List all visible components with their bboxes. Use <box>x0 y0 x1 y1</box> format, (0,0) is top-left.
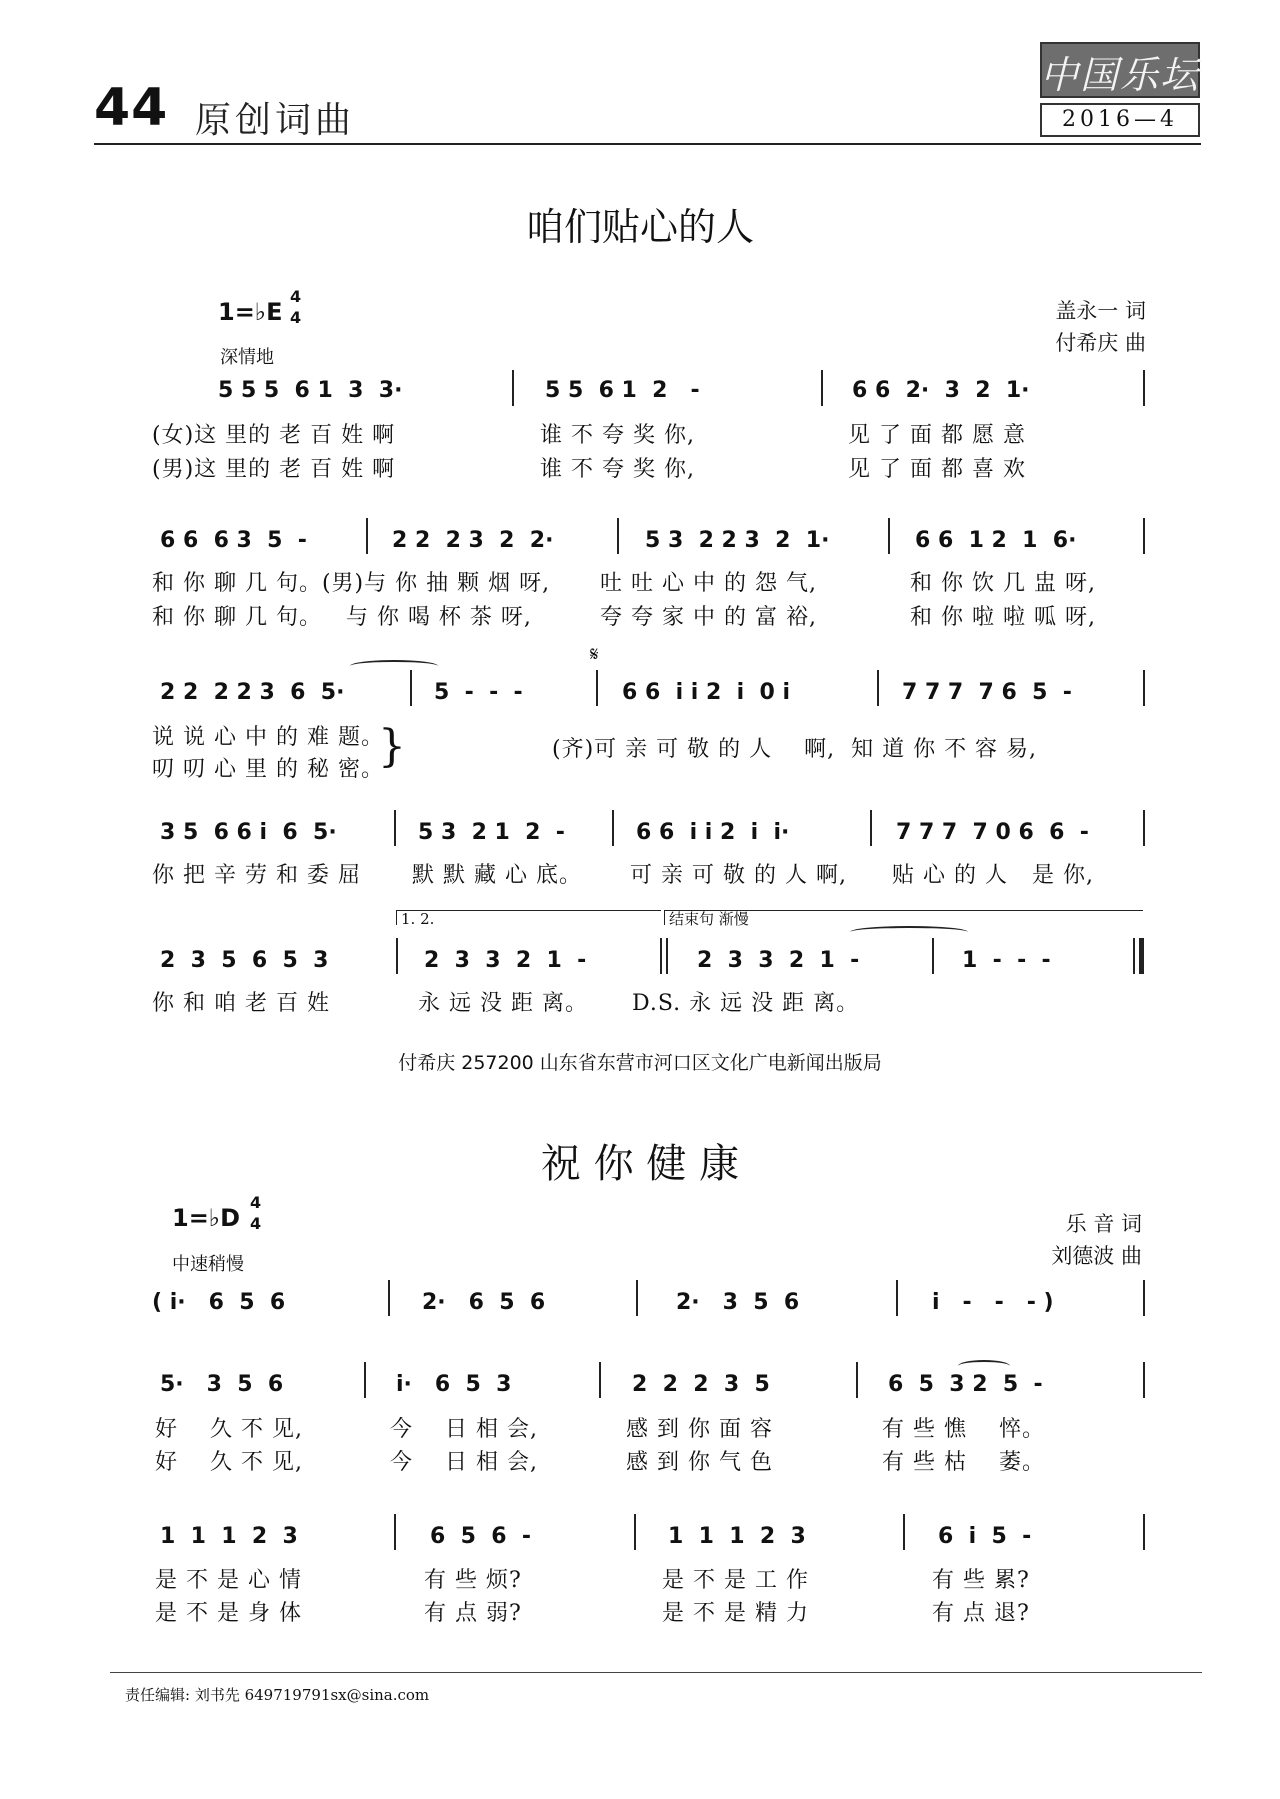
lyric-verse2: 和 你 啦 啦 呱 呀, <box>910 605 1096 630</box>
barline <box>896 1280 898 1316</box>
notation-measure: 6 i 5 - <box>938 1524 1032 1549</box>
lyric-verse2: 有 点 退? <box>932 1601 1030 1626</box>
notation-measure: 6 6 1 2 1 6· <box>915 528 1077 553</box>
notation-measure: 6 6 i i 2 i i· <box>636 820 790 845</box>
lyric-verse1: 吐 吐 心 中 的 怨 气, <box>600 571 817 596</box>
lyric: 默 默 藏 心 底。 <box>412 863 582 888</box>
notation-measure: 6 5 3 2 5 - <box>888 1372 1043 1397</box>
song1-lyricist: 盖永一 词 <box>1055 299 1146 323</box>
lyric-verse1: 有 些 烦? <box>424 1568 522 1593</box>
barline <box>634 1514 636 1550</box>
section-title: 原创词曲 <box>195 100 356 141</box>
barline <box>1143 370 1145 406</box>
notation-measure: 6 6 i i 2 i 0 i <box>622 680 790 705</box>
lyric-verse1: 有 些 累? <box>932 1568 1030 1593</box>
song1-key: 1=♭E <box>218 298 283 326</box>
notation-measure: 2· 6 5 6 <box>422 1290 546 1315</box>
song1-title: 咱们贴心的人 <box>525 205 754 249</box>
barline <box>1143 1514 1145 1550</box>
notation-measure: ( i· 6 5 6 <box>152 1290 286 1315</box>
song1-composer: 付希庆 曲 <box>1055 331 1146 355</box>
notation-measure: 1 1 1 2 3 <box>668 1524 806 1549</box>
lyric-verse1: 感 到 你 面 容 <box>626 1417 773 1442</box>
barline <box>1143 1280 1145 1316</box>
song2-lyricist: 乐 音 词 <box>1065 1212 1142 1236</box>
notation-measure: 5 3 2 2 3 2 1· <box>645 528 830 553</box>
barline <box>856 1362 858 1398</box>
author-address: 付希庆 257200 山东省东营市河口区文化广电新闻出版局 <box>398 1052 882 1074</box>
barline <box>388 1280 390 1316</box>
notation-measure: 5· 3 5 6 <box>160 1372 284 1397</box>
lyric-verse2: 今 日 相 会, <box>390 1450 538 1475</box>
barline <box>1143 670 1145 706</box>
barline <box>366 518 368 554</box>
footer-rule <box>110 1672 1202 1673</box>
notation-measure: 2 2 2 2 3 6 5· <box>160 680 345 705</box>
lyric-verse2: 和 你 聊 几 句。 与 你 喝 杯 茶 呀, <box>152 605 532 630</box>
notation-measure: 6 6 6 3 5 - <box>160 528 307 553</box>
song2-composer: 刘德波 曲 <box>1051 1244 1142 1268</box>
lyric-verse2: 夸 夸 家 中 的 富 裕, <box>600 605 817 630</box>
barline <box>1143 1362 1145 1398</box>
lyric-verse1: 今 日 相 会, <box>390 1417 538 1442</box>
tie-slur <box>958 1360 1010 1372</box>
tie-slur <box>850 926 968 938</box>
notation-measure: 2 2 2 3 5 <box>632 1372 770 1397</box>
song2-time-bottom: 4 <box>250 1214 262 1233</box>
song1-tempo: 深情地 <box>220 347 274 368</box>
barline <box>599 1362 601 1398</box>
lyric-verse1: 和 你 饮 几 盅 呀, <box>910 571 1096 596</box>
final-barline <box>1139 938 1144 974</box>
notation-measure: 7 7 7 7 6 5 - <box>902 680 1072 705</box>
final-barline <box>1133 938 1135 974</box>
barline <box>410 670 412 706</box>
repeat-barline <box>660 938 662 974</box>
lyric-verse1: 谁 不 夸 奖 你, <box>540 423 695 448</box>
lyric-verse2: (男)这 里的 老 百 姓 啊 <box>152 457 396 482</box>
song1-time-top: 4 <box>290 287 302 306</box>
notation-measure: 6 5 6 - <box>430 1524 532 1549</box>
notation-measure: 5 3 2 1 2 - <box>418 820 565 845</box>
header-rule <box>94 143 1201 145</box>
barline <box>888 518 890 554</box>
notation-measure: i - - - ) <box>932 1290 1054 1315</box>
segno-sign: 𝄋 <box>590 642 599 666</box>
barline <box>877 670 879 706</box>
notation-measure: 3 5 6 6 i 6 5· <box>160 820 337 845</box>
song2-time-top: 4 <box>250 1193 262 1212</box>
verse-brace: } <box>378 721 406 772</box>
barline <box>1143 518 1145 554</box>
barline <box>1143 810 1145 846</box>
notation-measure: i· 6 5 3 <box>396 1372 512 1397</box>
volta-bracket: 1. 2. <box>396 910 661 925</box>
lyric-verse1: 说 说 心 中 的 难 题。 <box>152 725 384 750</box>
song2-title: 祝 你 健 康 <box>540 1141 740 1187</box>
barline <box>617 518 619 554</box>
page-number: 44 <box>94 78 169 138</box>
lyric-verse2: 好 久 不 见, <box>155 1450 303 1475</box>
lyric-verse1: (女)这 里的 老 百 姓 啊 <box>152 423 396 448</box>
lyric: 永 远 没 距 离。 <box>418 991 588 1016</box>
barline <box>821 370 823 406</box>
notation-measure: 5 5 6 1 2 - <box>545 378 700 403</box>
barline <box>394 810 396 846</box>
lyric-chorus: (齐)可 亲 可 敬 的 人 啊, 知 道 你 不 容 易, <box>552 737 1038 762</box>
notation-measure: 1 1 1 2 3 <box>160 1524 298 1549</box>
ending-label: 结束句 渐慢 <box>664 910 1143 925</box>
barline <box>932 938 934 974</box>
barline <box>903 1514 905 1550</box>
notation-measure: 6 6 2· 3 2 1· <box>852 378 1030 403</box>
lyric-verse1: 见 了 面 都 愿 意 <box>848 423 1026 448</box>
barline <box>870 810 872 846</box>
lyric-verse1: 有 些 憔 悴。 <box>882 1417 1045 1442</box>
notation-measure: 2 3 5 6 5 3 <box>160 948 329 973</box>
magazine-logo-text: 中国乐坛 <box>1040 53 1201 97</box>
lyric-verse2: 叨 叨 心 里 的 秘 密。 <box>152 757 384 782</box>
lyric-verse2: 有 点 弱? <box>424 1601 522 1626</box>
lyric: D.S. 永 远 没 距 离。 <box>632 991 860 1016</box>
lyric-verse1: 和 你 聊 几 句。(男)与 你 抽 颗 烟 呀, <box>152 571 551 596</box>
notation-measure: 2 3 3 2 1 - <box>424 948 587 973</box>
notation-measure: 5 5 5 6 1 3 3· <box>218 378 403 403</box>
issue-number: 2016—4 <box>1040 103 1200 137</box>
notation-measure: 5 - - - <box>434 680 523 705</box>
lyric: 你 把 辛 劳 和 委 屈 <box>152 863 361 888</box>
lyric-verse2: 有 些 枯 萎。 <box>882 1450 1045 1475</box>
song2-key: 1=♭D <box>172 1204 241 1232</box>
barline <box>512 370 514 406</box>
lyric-verse2: 谁 不 夸 奖 你, <box>540 457 695 482</box>
lyric-verse1: 好 久 不 见, <box>155 1417 303 1442</box>
lyric-verse2: 见 了 面 都 喜 欢 <box>848 457 1026 482</box>
notation-measure: 7 7 7 7 0 6 6 - <box>896 820 1089 845</box>
notation-measure: 2 2 2 3 2 2· <box>392 528 554 553</box>
barline <box>394 1514 396 1550</box>
lyric-verse2: 是 不 是 身 体 <box>155 1601 302 1626</box>
lyric-verse1: 是 不 是 心 情 <box>155 1568 302 1593</box>
notation-measure: 2· 3 5 6 <box>676 1290 800 1315</box>
lyric: 可 亲 可 敬 的 人 啊, <box>630 863 847 888</box>
barline <box>612 810 614 846</box>
song2-tempo: 中速稍慢 <box>172 1254 244 1275</box>
repeat-barline <box>666 938 668 974</box>
lyric-verse2: 感 到 你 气 色 <box>626 1450 773 1475</box>
song1-time-bottom: 4 <box>290 308 302 327</box>
lyric-verse2: 是 不 是 精 力 <box>662 1601 809 1626</box>
notation-measure: 1 - - - <box>962 948 1051 973</box>
tie-slur <box>350 660 438 672</box>
editor-credit: 责任编辑: 刘书先 649719791sx@sina.com <box>125 1686 430 1704</box>
lyric: 你 和 咱 老 百 姓 <box>152 991 330 1016</box>
barline <box>636 1280 638 1316</box>
barline <box>596 670 598 706</box>
notation-measure: 2 3 3 2 1 - <box>697 948 860 973</box>
barline <box>396 938 398 974</box>
lyric-verse1: 是 不 是 工 作 <box>662 1568 809 1593</box>
barline <box>364 1362 366 1398</box>
lyric: 贴 心 的 人 是 你, <box>892 863 1094 888</box>
